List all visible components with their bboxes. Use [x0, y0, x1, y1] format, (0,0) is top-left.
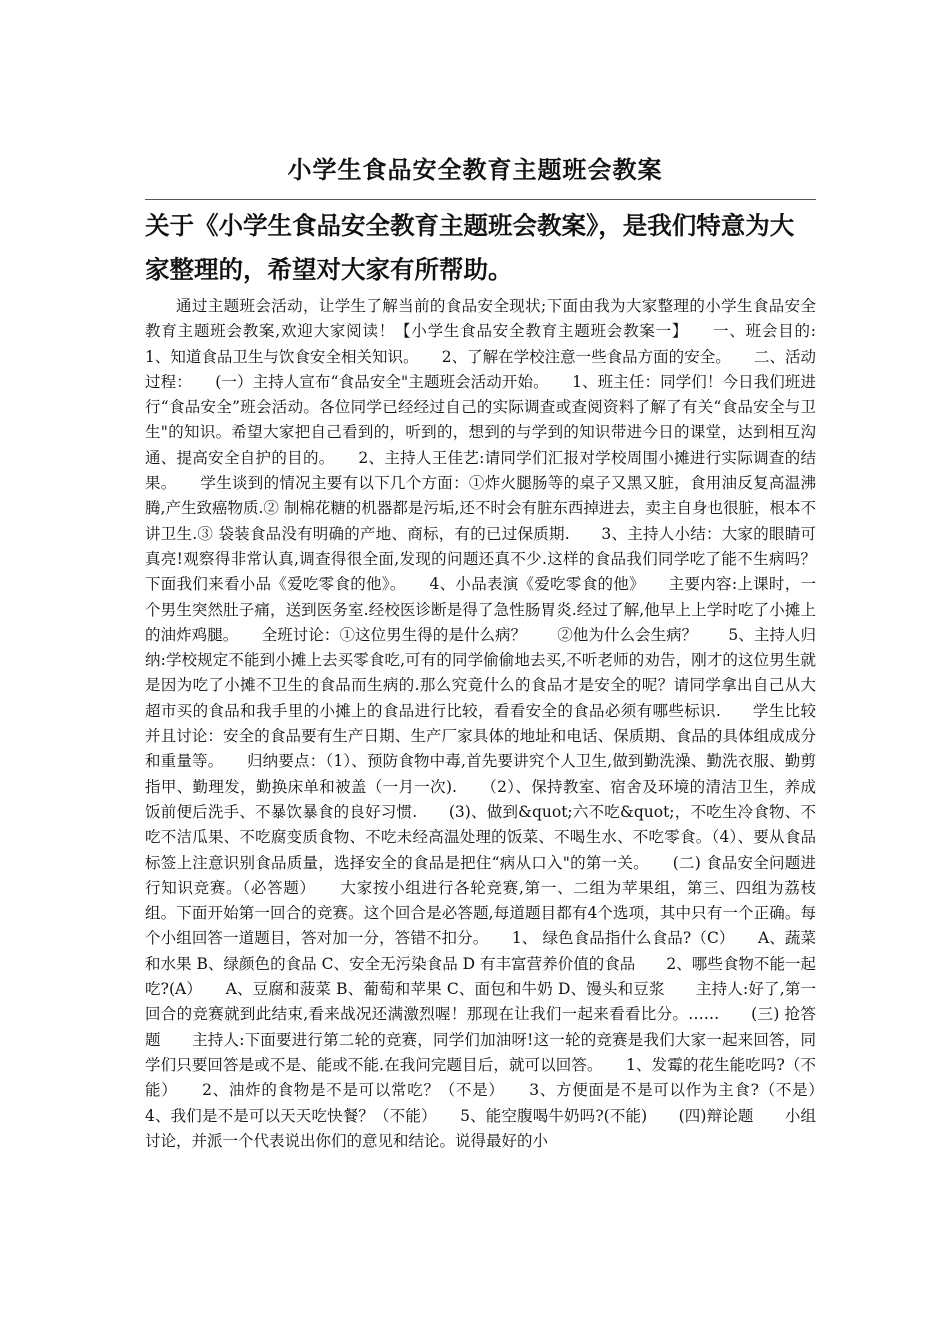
document-title: 小学生食品安全教育主题班会教案 [287, 156, 663, 184]
title-divider [145, 199, 816, 200]
intro-paragraph: 关于《小学生食品安全教育主题班会教案》，是我们特意为大家整理的，希望对大家有所帮助。 [145, 211, 795, 284]
body-paragraph: 通过主题班会活动，让学生了解当前的食品安全现状;下面由我为大家整理的小学生食品安全教育主题班会教案,欢迎大家阅读！【小学生食品安全教育主题班会教案一】 一、班会目的: 1、知道食品卫生与饮食安全相关知识。 2、了解在学校注意一些食品方面的安全。 二、活动过程： (一）主持人宣布“食品安全"主题班会活动开始。 1、班主任：同学们！今日我们班进行“食品安全”班会活动。各位同学已经经过自己的实际调查或查阅资料了解了有关“食品安全与卫生"的知识。希望大家把自己看到的，听到的，想到的与学到的知识带进今日的课堂，达到相互沟通、提高安全自护的目的。 2、主持人王佳艺:请同学们汇报对学校周围小摊进行实际调查的结果。 学生谈到的情况主要有以下几个方面：①炸火腿肠等的桌子又黑又脏，食用油反复高温沸腾,产生致癌物质.② 制棉花糖的机器都是污垢,还不时会有脏东西掉进去，卖主自身也很脏，根本不讲卫生.③ 袋装食品没有明确的产地、商标，有的已过保质期. 3、主持人小结：大家的眼睛可真亮!观察得非常认真,调查得很全面,发现的问题还真不少.这样的食品我们同学吃了能不生病吗？下面我们来看小品《爱吃零食的他》。 4、小品表演《爱吃零食的他》 主要内容:上课时，一个男生突然肚子痛，送到医务室.经校医诊断是得了急性肠胃炎.经过了解,他早上上学时吃了小摊上的油炸鸡腿。 全班讨论：①这位男生得的是什么病？ ②他为什么会生病？ 5、主持人归纳:学校规定不能到小摊上去买零食吃,可有的同学偷偷地去买,不听老师的劝告，刚才的这位男生就是因为吃了小摊不卫生的食品而生病的.那么究竟什么的食品才是安全的呢？请同学拿出自己从大超市买的食品和我手里的小摊上的食品进行比较，看看安全的食品必须有哪些标识. 学生比较并且讨论：安全的食品要有生产日期、生产厂家具体的地址和电话、保质期、食品的具体组成成分和重量等。 归纳要点：（1）、预防食物中毒,首先要讲究个人卫生,做到勤洗澡、勤洗衣服、勤剪指甲、勤理发，勤换床单和被盖（一月一次). （2）、保持教室、宿舍及环境的清洁卫生，养成饭前便后洗手、不暴饮暴食的良好习惯. (3)、做到&quot;六不吃&quot;，不吃生冷食物、不吃不洁瓜果、不吃腐变质食物、不吃未经高温处理的饭菜、不喝生水、不吃零食。（4）、要从食品标签上注意识别食品质量，选择安全的食品是把住“病从口入"的第一关。 (二) 食品安全问题进行知识竞赛。（必答题） 大家按小组进行各轮竞赛,第一、二组为苹果组，第三、四组为荔枝组。下面开始第一回合的竞赛。这个回合是必答题,每道题目都有4个选项，其中只有一个正确。每个小组回答一道题目，答对加一分，答错不扣分。 1、 绿色食品指什么食品?（C） A、蔬菜和水果 B、绿颜色的食品 C、安全无污染食品 D 有丰富营养价值的食品 2、哪些食物不能一起吃?(A） A、豆腐和菠菜 B、葡萄和苹果 C、面包和牛奶 D、馒头和豆浆 主持人:好了,第一回合的竞赛就到此结束,看来战况还满激烈喔！那现在让我们一起来看看比分。…… (三) 抢答题 主持人:下面要进行第二轮的竞赛，同学们加油呀!这一轮的竞赛是我们大家一起来回答，同学们只要回答是或不是、能或不能.在我问完题目后，就可以回答。 1、发霉的花生能吃吗?（不能） 2、油炸的食物是不是可以常吃？（不是） 3、方便面是不是可以作为主食?（不是） 4、我们是不是可以天天吃快餐？（不能） 5、能空腹喝牛奶吗?(不能) (四)辩论题 小组讨论，并派一个代表说出你们的意见和结论。说得最好的小 [145, 297, 848, 1150]
